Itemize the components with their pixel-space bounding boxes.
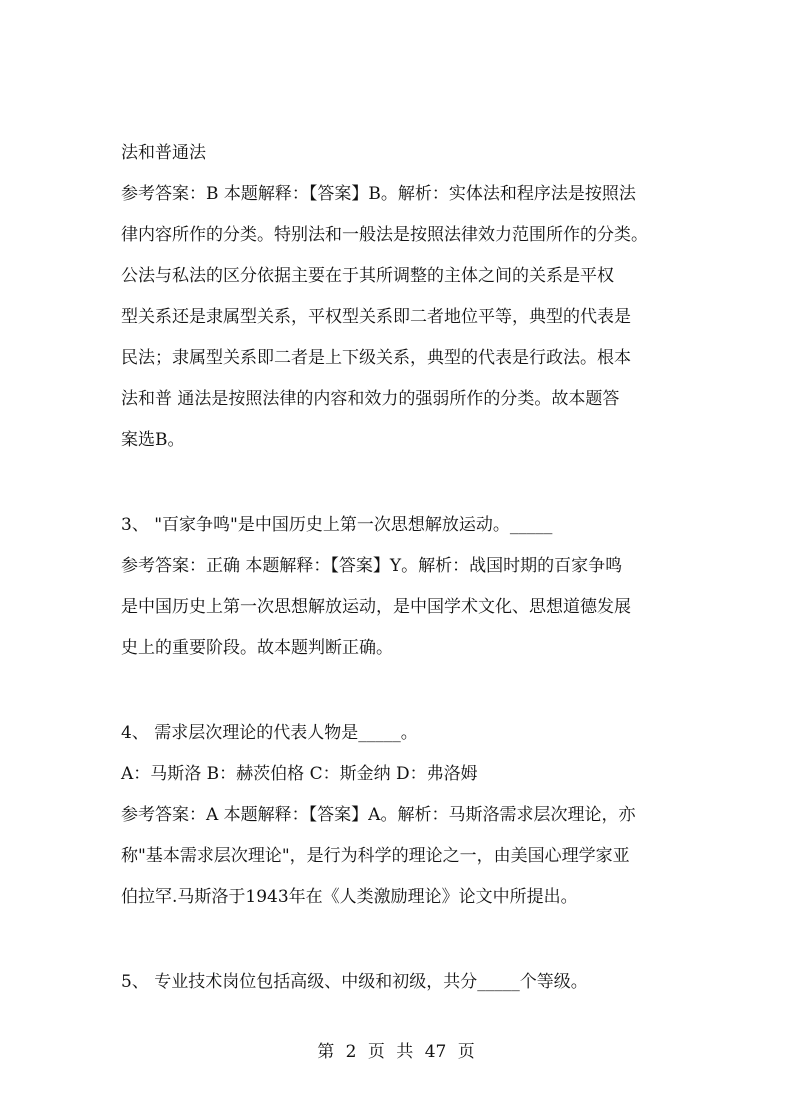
question-2-answer-line: 民法；隶属型关系即二者是上下级关系，典型的代表是行政法。根本 — [121, 348, 631, 368]
question-4-options: A：马斯洛 B：赫茨伯格 C：斯金纳 D：弗洛姆 — [121, 764, 478, 784]
question-2-answer-line: 律内容所作的分类。特别法和一般法是按照法律效力范围所作的分类。 — [121, 225, 648, 245]
question-2-answer-line: 参考答案：B 本题解释：【答案】B。解析：实体法和程序法是按照法 — [121, 184, 636, 204]
question-2-answer-line: 公法与私法的区分依据主要在于其所调整的主体之间的关系是平权 — [121, 266, 614, 286]
page-footer: 第 2 页 共 47 页 — [317, 1042, 475, 1062]
question-2-answer-line: 案选B。 — [121, 430, 185, 450]
question-2-continuation: 法和普通法 — [121, 143, 206, 163]
question-3-text: 3、 "百家争鸣"是中国历史上第一次思想解放运动。_____ — [121, 515, 553, 535]
question-5-text: 5、 专业技术岗位包括高级、中级和初级，共分_____个等级。 — [121, 972, 588, 992]
question-3-answer-line: 是中国历史上第一次思想解放运动，是中国学术文化、思想道德发展 — [121, 597, 631, 617]
question-2-answer-line: 法和普 通法是按照法律的内容和效力的强弱所作的分类。故本题答 — [121, 389, 620, 409]
question-3-answer-line: 参考答案：正确 本题解释：【答案】Y。解析：战国时期的百家争鸣 — [121, 556, 623, 576]
question-4-answer-line: 伯拉罕.马斯洛于1943年在《人类激励理论》论文中所提出。 — [121, 887, 578, 907]
question-2-answer-line: 型关系还是隶属型关系，平权型关系即二者地位平等，典型的代表是 — [121, 307, 631, 327]
question-4-answer-line: 参考答案：A 本题解释：【答案】A。解析：马斯洛需求层次理论，亦 — [121, 805, 636, 825]
question-4-answer-line: 称"基本需求层次理论"，是行为科学的理论之一，由美国心理学家亚 — [121, 846, 630, 866]
question-3-answer-line: 史上的重要阶段。故本题判断正确。 — [121, 638, 393, 658]
question-4-text: 4、 需求层次理论的代表人物是_____。 — [121, 723, 418, 743]
